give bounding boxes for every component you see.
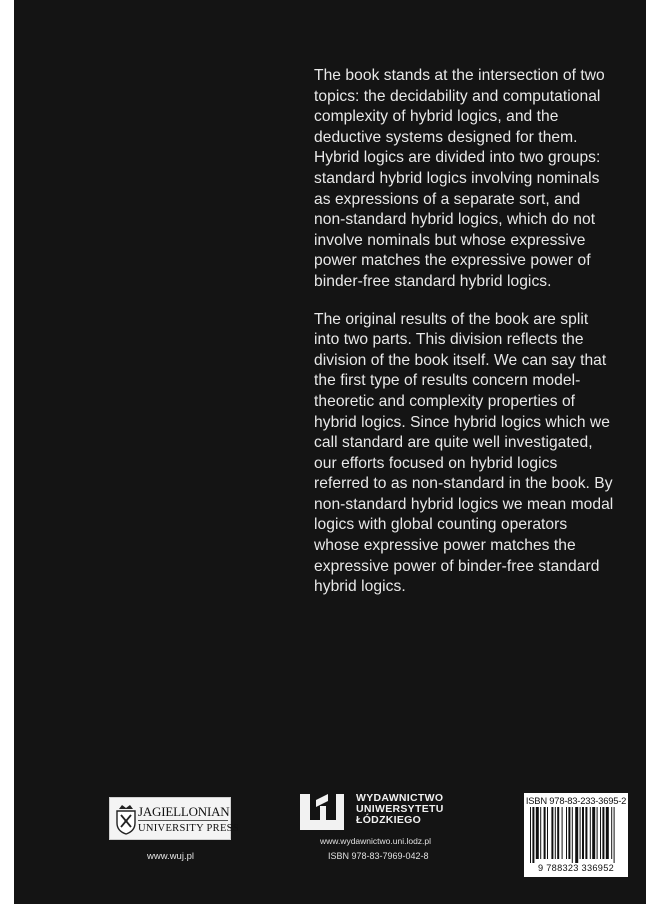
lodz-isbn: ISBN 978-83-7969-042-8: [328, 851, 429, 861]
lodz-publisher-name: [356, 793, 444, 827]
lodz-name-line-2: UNIWERSYTETU: [356, 803, 444, 816]
back-cover: [14, 0, 646, 904]
publisher-name-line2: UNIVERSITY PRESS: [138, 823, 239, 834]
publisher-name-line1: JAGIELLONIAN: [138, 804, 230, 819]
jagiellonian-logo-box: [109, 797, 239, 840]
publisher-divider: [138, 820, 228, 821]
blurb-text: [314, 66, 614, 615]
lodz-url: www.wydawnictwo.uni.lodz.pl: [320, 836, 432, 846]
lodz-name-line-1: WYDAWNICTWO: [356, 792, 444, 804]
lodz-name-line-3: ŁÓDZKIEGO: [356, 814, 422, 827]
barcode-isbn-label: ISBN 978-83-233-3695-2: [525, 795, 627, 806]
barcode-bars-icon: [528, 807, 624, 863]
jagiellonian-url: www.wuj.pl: [147, 851, 194, 862]
barcode: [524, 793, 628, 877]
crest-icon: [115, 803, 137, 835]
barcode-digits: 9 788323 336952: [537, 863, 615, 873]
blurb-paragraph-1: The book stands at the intersection of two topics: the decidability and computational complexity of hybrid logics, and the deductive systems designed for them. Hybrid logics are divided into two groups: standard hybrid logics involving nominals as expressions of a separate sort, and non-standard hybrid logics, which do not involve nominals but whose expressive power matches the expressive power of binder-free standard hybrid logics.: [314, 67, 605, 290]
blurb-paragraph-2: The original results of the book are split into two parts. This division reflects the division of the book itself. We can say that the first type of results concern model-theoretic and complexity properties of hybrid logics. Since hybrid logics which we call standard are quite well investigated, our efforts focused on hybrid logics referred to as non-standard in the book. By non-standard hybrid logics we mean modal logics with global counting operators whose expressive power matches the expressive power of binder-free standard hybrid logics.: [314, 310, 614, 596]
wu-logo-icon: [298, 792, 346, 832]
